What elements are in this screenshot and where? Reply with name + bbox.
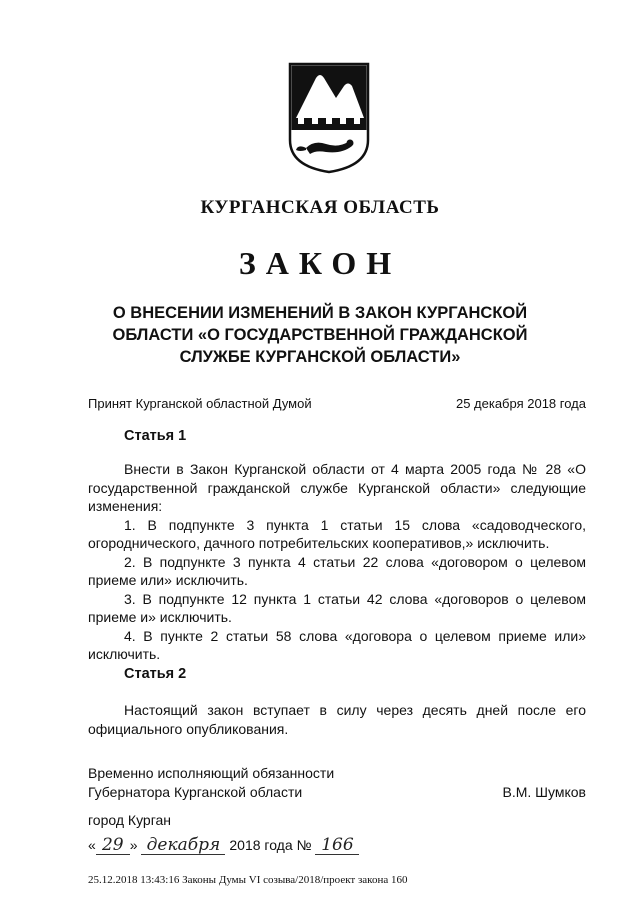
article-1-item: 4. В пункте 2 статьи 58 слова «договора о целевом приеме или» исключить. <box>88 627 586 662</box>
adoption-date: 25 декабря 2018 года <box>455 396 586 411</box>
place-of-signing: город Курган <box>88 812 172 828</box>
footer-metadata: 25.12.2018 13:43:16 Законы Думы VI созыва/2018/проект закона 160 <box>88 874 408 886</box>
signature-block <box>88 764 586 801</box>
signing-date-line <box>88 836 359 855</box>
open-quote: « <box>88 837 96 853</box>
article-2-body <box>88 701 586 738</box>
region-name: КУРГАНСКАЯ ОБЛАСТЬ <box>200 197 440 218</box>
coat-of-arms-emblem <box>286 62 372 174</box>
article-1-item: 3. В подпункте 12 пункта 1 статьи 42 слова «договоров о целевом приеме и» исключить. <box>88 590 586 625</box>
signatory-title-line-2: Губернатора Курганской области <box>88 783 303 800</box>
document-type: ЗАКОН <box>238 245 402 281</box>
article-2-heading: Статья 2 <box>124 666 187 682</box>
law-subject: О ВНЕСЕНИИ ИЗМЕНЕНИЙ В ЗАКОН КУРГАНСКОЙ ОБЛАСТИ «О ГОСУДАРСТВЕННОЙ ГРАЖДАНСКОЙ СЛУЖБЕ КУРГАНСКОЙ ОБЛАСТИ» <box>112 304 528 366</box>
year-and-number-label: 2018 года № <box>229 837 312 853</box>
adoption-line <box>88 396 586 411</box>
article-1-intro: Внести в Закон Курганской области от 4 марта 2005 года № 28 «О государственной гражданской службе Курганской области» следующие изменения: <box>88 461 586 514</box>
signatory-name: В.М. Шумков <box>502 783 586 800</box>
article-1-item: 2. В подпункте 3 пункта 4 статьи 22 слова «договором о целевом приеме или» исключить. <box>88 553 586 588</box>
handwritten-day: 29 <box>96 836 130 855</box>
article-1-body <box>88 460 586 664</box>
article-1-item: 1. В подпункте 3 пункта 1 статьи 15 слова «садоводческого, огороднического, дачного потребительских кооперативов,» исключить. <box>88 516 586 551</box>
close-quote: » <box>129 837 138 853</box>
handwritten-number: 166 <box>315 836 359 855</box>
adopted-by: Принят Курганской областной Думой <box>88 396 312 411</box>
signatory-title-line-1: Временно исполняющий обязанности <box>88 765 335 781</box>
article-2-text: Настоящий закон вступает в силу через десять дней после его официального опубликования. <box>88 702 586 737</box>
article-1-heading: Статья 1 <box>124 428 187 444</box>
handwritten-month: декабря <box>141 836 225 855</box>
